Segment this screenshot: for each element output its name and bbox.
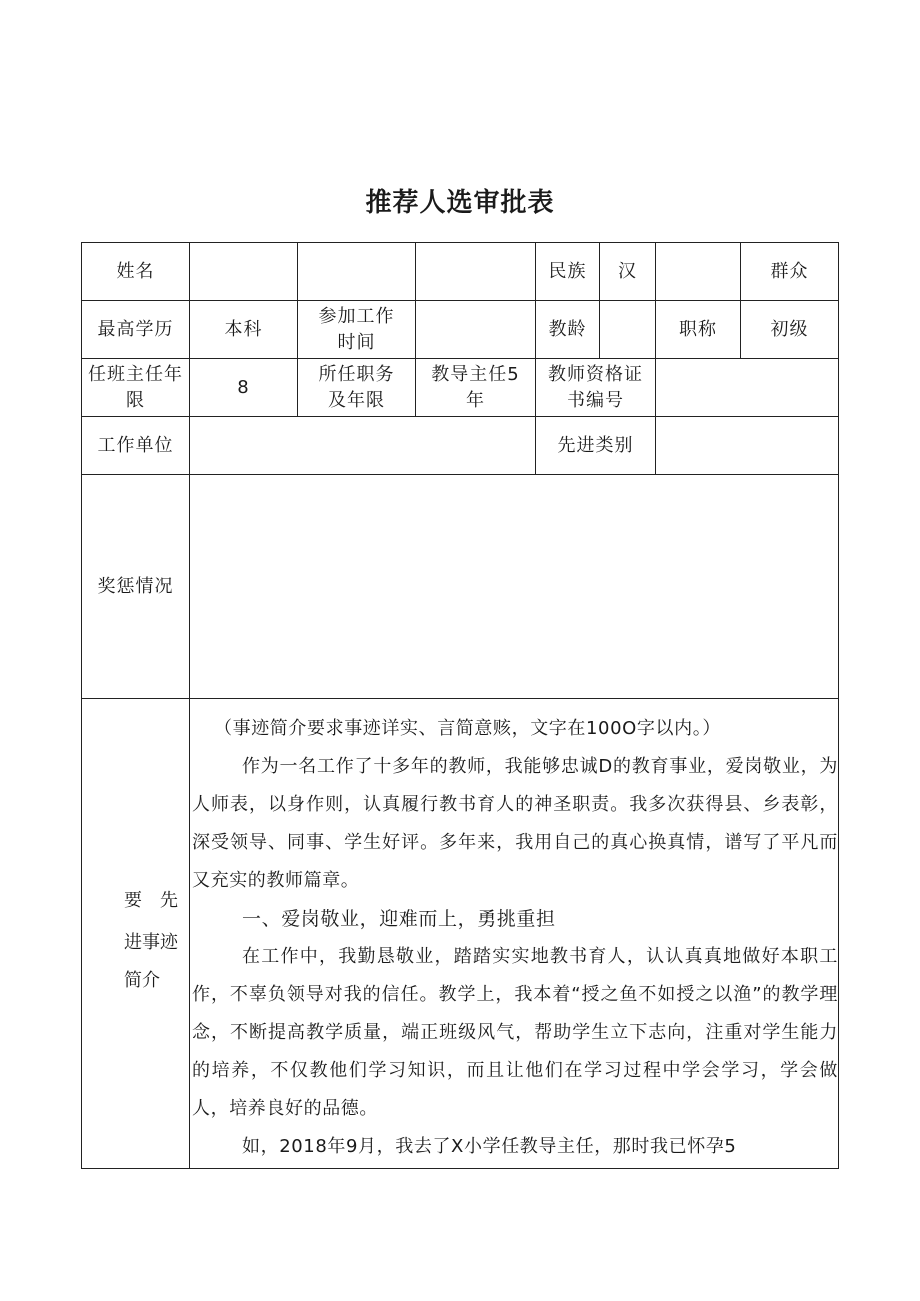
rewards-label: 奖惩情况	[97, 575, 174, 597]
ethnicity-label: 民族	[548, 260, 587, 282]
blank-cell-1[interactable]	[298, 243, 415, 300]
award-category-label: 先进类别	[557, 434, 634, 456]
deeds-note: （事迹简介要求事迹详实、言简意赅，文字在100O字以内。）	[214, 718, 721, 739]
work-start-value[interactable]	[416, 301, 535, 358]
page-title: 推荐人选审批表	[365, 188, 555, 218]
ethnicity-value[interactable]: 汉	[618, 260, 637, 282]
deeds-paragraph-2: 在工作中，我勤恳敬业，踏踏实实地教书育人，认认真真地做好本职工作，不辜负领导对我的信任。教学上，我本着“授之鱼不如授之以渔”的教学理念，不断提高教学质量，端正班级风气，帮助学生立下志向，注重对学生能力的培养，不仅教他们学习知识，而且让他们在学习过程中学会学习，学会做人，培养良好的品德。	[192, 946, 838, 1119]
education-value[interactable]: 本科	[224, 318, 263, 340]
cert-label: 教师资格证书编号	[548, 363, 643, 411]
deeds-heading-1: 一、爱岗敬业，迎难而上，勇挑重担	[242, 908, 556, 930]
deeds-label-line3: 简介	[124, 970, 160, 991]
cert-value[interactable]	[656, 359, 838, 416]
name-value-cell[interactable]	[190, 243, 297, 300]
position-label: 所任职务及年限	[318, 363, 395, 411]
teaching-years-value[interactable]	[600, 301, 655, 358]
award-category-value[interactable]	[656, 417, 838, 474]
deeds-label-line1: 要 先	[124, 890, 178, 911]
blank-cell-2[interactable]	[416, 243, 535, 300]
deeds-paragraph-1: 作为一名工作了十多年的教师，我能够忠诚D的教育事业，爱岗敬业，为人师表，以身作则，认真履行教书育人的神圣职责。我多次获得县、乡表彰，深受领导、同事、学生好评。多年来，我用自己的真心换真情，谱写了平凡而又充实的教师篇章。	[192, 756, 838, 891]
homeroom-years-value[interactable]: 8	[237, 376, 250, 398]
political-value[interactable]: 群众	[770, 260, 809, 282]
political-label-cell[interactable]	[656, 243, 740, 300]
title-label: 职称	[679, 318, 717, 340]
position-value[interactable]: 教导主任5年	[431, 363, 520, 411]
deeds-label-line2: 进事迹	[124, 932, 178, 953]
deeds-paragraph-3: 如，2018年9月，我去了X小学任教导主任，那时我已怀孕5	[242, 1136, 737, 1157]
education-label: 最高学历	[97, 318, 174, 340]
rewards-value[interactable]	[190, 475, 838, 698]
name-label: 姓名	[116, 260, 155, 282]
title-value[interactable]: 初级	[770, 318, 809, 340]
work-unit-value[interactable]	[190, 417, 535, 474]
homeroom-years-label: 任班主任年限	[88, 363, 183, 411]
teaching-years-label: 教龄	[548, 318, 587, 340]
work-unit-label: 工作单位	[97, 434, 174, 456]
work-start-label: 参加工作时间	[318, 305, 395, 353]
deeds-content[interactable]	[192, 710, 838, 1166]
